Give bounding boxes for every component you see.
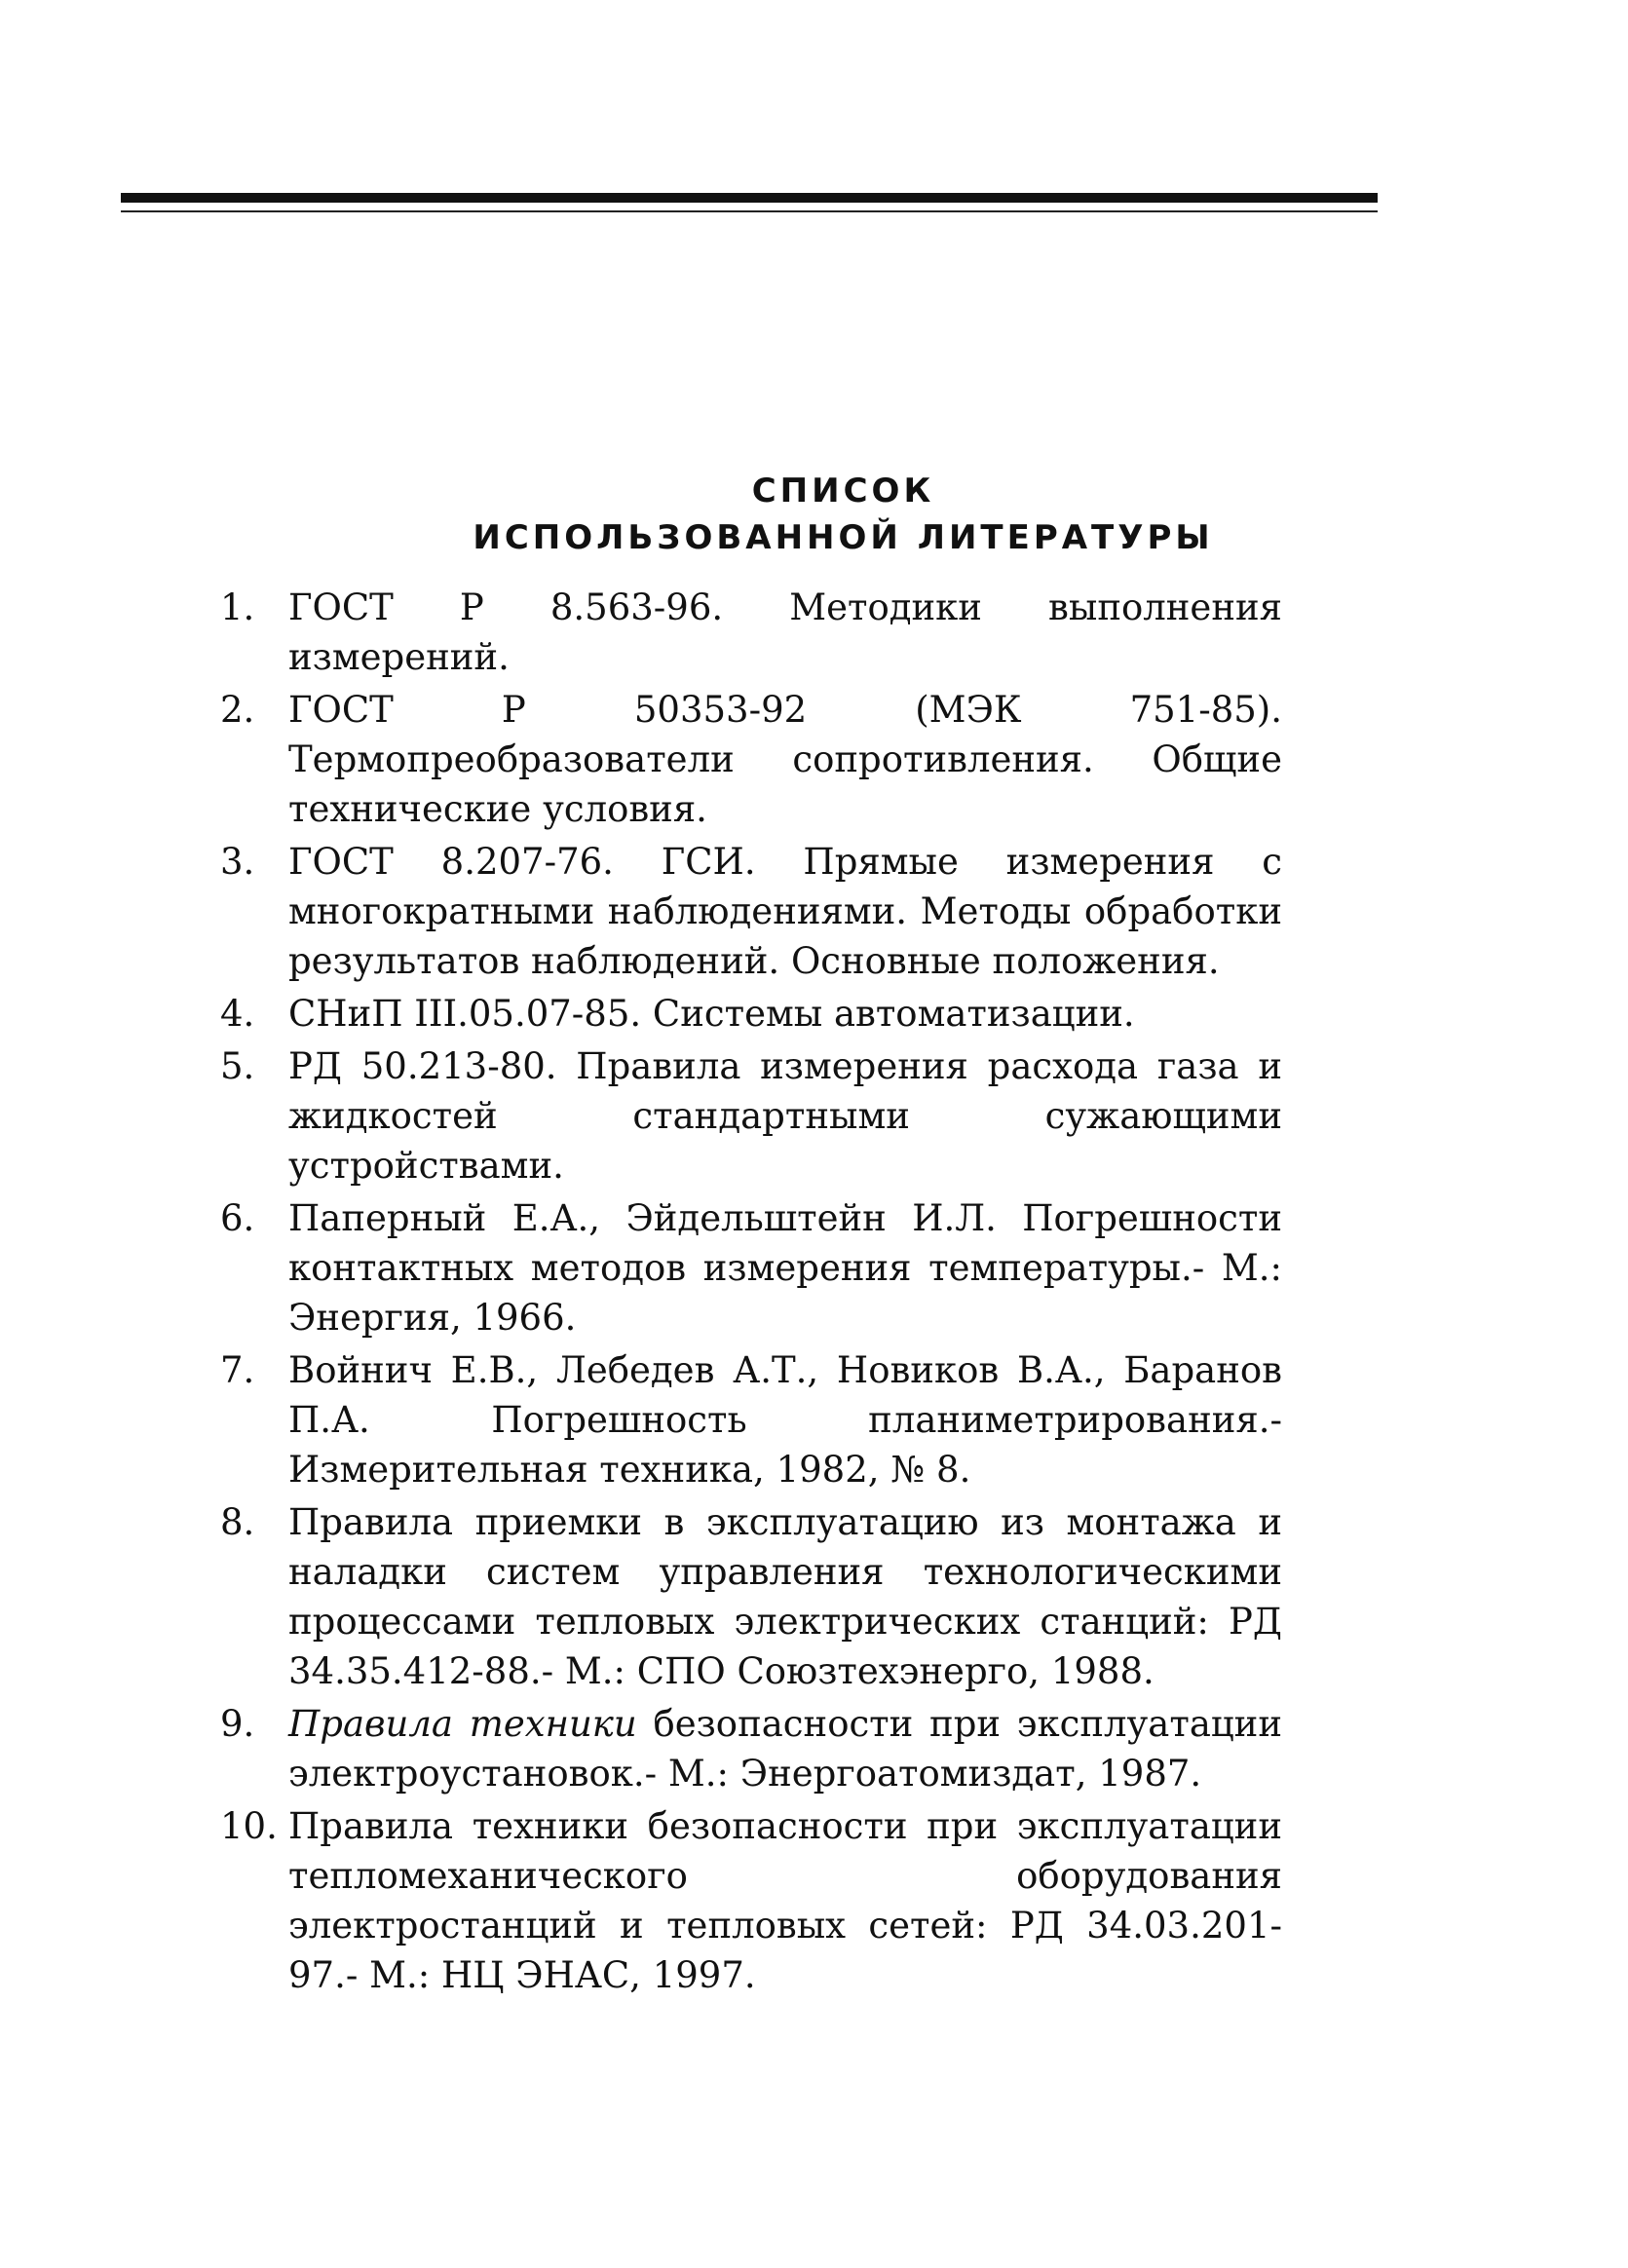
reference-text: РД 50.213-80. Правила измерения расхода газа и жидкостей стандартными сужающими устройствами.	[288, 1045, 1282, 1187]
reference-item-2	[220, 685, 1282, 834]
reference-list	[220, 583, 1282, 2003]
reference-number: 5.	[220, 1045, 255, 1087]
reference-number: 1.	[220, 586, 255, 628]
reference-text: Войнич Е.В., Лебедев А.Т., Новиков В.А., Баранов П.А. Погрешность планиметрирования.- Измерительная техника, 1982, № 8.	[288, 1349, 1282, 1491]
reference-number: 7.	[220, 1349, 255, 1391]
reference-number: 9.	[220, 1703, 255, 1745]
reference-text: Паперный Е.А., Эйдельштейн И.Л. Погрешности контактных методов измерения температуры.- М.: Энергия, 1966.	[288, 1197, 1282, 1339]
reference-number: 8.	[220, 1501, 255, 1543]
reference-item-3	[220, 837, 1282, 986]
reference-item-6	[220, 1193, 1282, 1342]
header-rule-thin	[121, 210, 1378, 212]
reference-item-10	[220, 1801, 1282, 2000]
page-title-line2: ИСПОЛЬЗОВАННОЙ ЛИТЕРАТУРЫ	[473, 518, 1214, 557]
reference-item-9	[220, 1699, 1282, 1798]
reference-text: ГОСТ Р 8.563-96. Методики выполнения измерений.	[288, 586, 1282, 678]
reference-number: 4.	[220, 993, 255, 1035]
reference-item-4	[220, 989, 1282, 1039]
reference-text: Правила приемки в эксплуатацию из монтажа и наладки систем управления технологическими процессами тепловых электрических станций: РД 34.35.412-88.- М.: СПО Союзтехэнерго, 1988.	[288, 1501, 1282, 1692]
page-title-line1: СПИСОК	[751, 472, 935, 510]
reference-item-7	[220, 1345, 1282, 1494]
reference-text: СНиП III.05.07-85. Системы автоматизации.	[288, 993, 1135, 1035]
reference-number: 2.	[220, 689, 255, 731]
reference-number: 6.	[220, 1197, 255, 1239]
reference-text: Правила техники безопасности при эксплуатации тепломеханического оборудования электростанций и тепловых сетей: РД 34.03.201-97.- М.: НЦ ЭНАС, 1997.	[288, 1805, 1282, 1996]
reference-text: ГОСТ 8.207-76. ГСИ. Прямые измерения с многократными наблюдениями. Методы обработки результатов наблюдений. Основные положения.	[288, 841, 1282, 982]
reference-item-8	[220, 1497, 1282, 1696]
reference-text-italic: Правила техники	[288, 1703, 637, 1745]
header-rule-thick	[121, 193, 1378, 203]
reference-number: 3.	[220, 841, 255, 883]
reference-item-1	[220, 583, 1282, 682]
reference-item-5	[220, 1041, 1282, 1191]
reference-text: безопасности при эксплуатации электроустановок.- М.: Энергоатомиздат, 1987.	[288, 1703, 1283, 1795]
reference-number: 10.	[220, 1805, 278, 1847]
reference-text: ГОСТ Р 50353-92 (МЭК 751-85). Термопреобразователи сопротивления. Общие технические условия.	[288, 689, 1282, 830]
